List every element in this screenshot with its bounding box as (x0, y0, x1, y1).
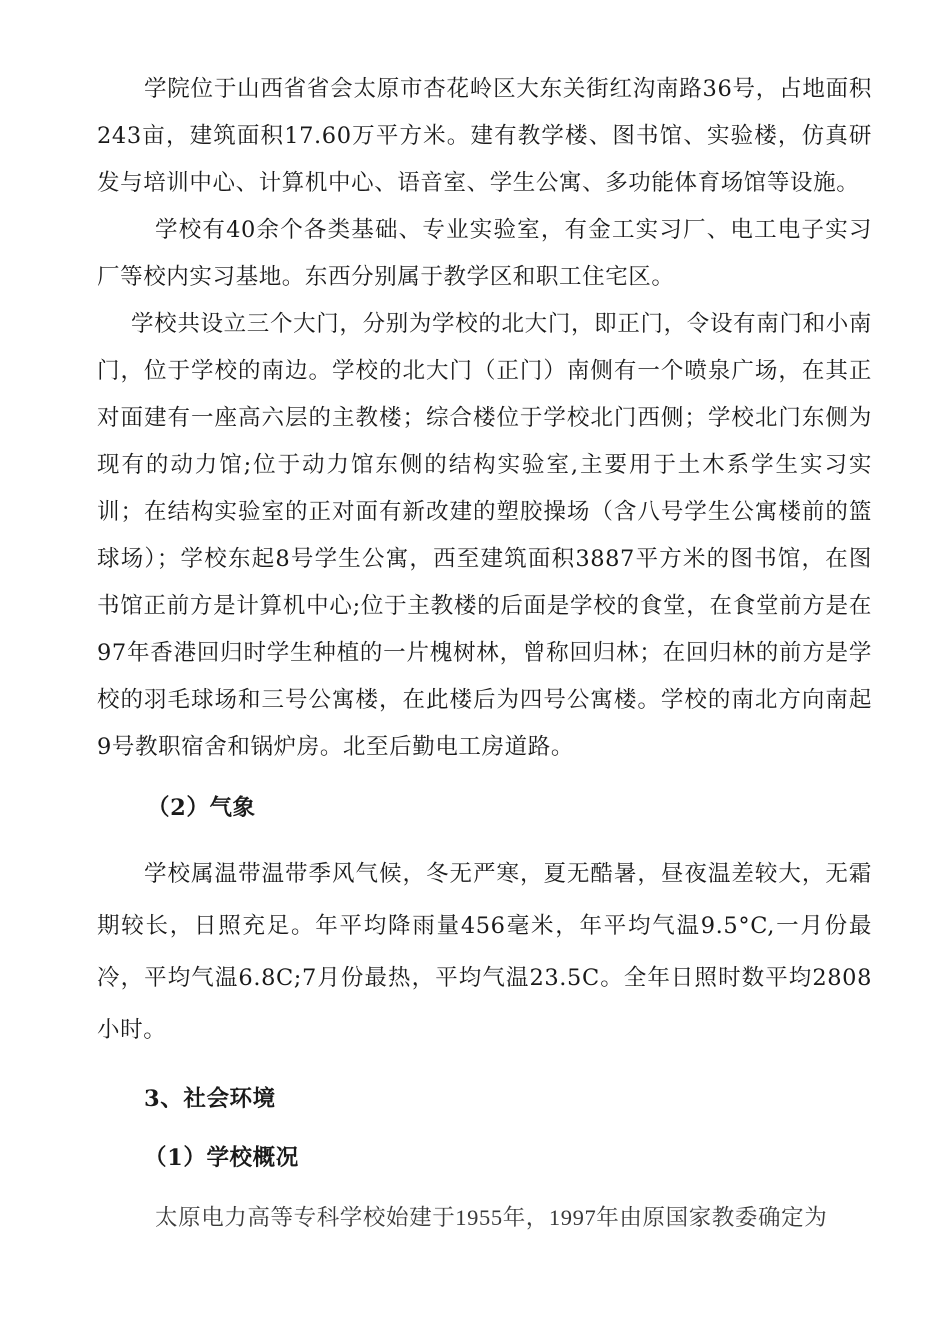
heading-social-environment: 3、社会环境 (144, 1086, 276, 1112)
paragraph-school-overview: 太原电力高等专科学校始建于1955年，1997年由原国家教委确定为 (155, 1205, 828, 1230)
heading-school-overview: （1）学校概况 (144, 1145, 299, 1171)
paragraph-climate: 学校属温带温带季风气候，冬无严寒，夏无酷暑，昼夜温差较大，无霜期较长，日照充足。年平均降雨量456毫米，年平均气温9.5°C,一月份最冷，平均气温6.8C;7月份最热，平均气温23.5C。全年日照时数平均2808小时。 (97, 861, 872, 1043)
campus-description (97, 66, 872, 771)
paragraph-layout: 学校共设立三个大门，分别为学校的北大门，即正门，令设有南门和小南门，位于学校的南边。学校的北大门（正门）南侧有一个喷泉广场，在其正对面建有一座高六层的主教楼；综合楼位于学校北门西侧；学校北门东侧为现有的动力馆;位于动力馆东侧的结构实验室,主要用于土木系学生实习实训；在结构实验室的正对面有新改建的塑胶操场（含八号学生公寓楼前的篮球场）；学校东起8号学生公寓，西至建筑面积3887平方米的图书馆，在图书馆正前方是计算机中心;位于主教楼的后面是学校的食堂，在食堂前方是在97年香港回归时学生种植的一片槐树林，曾称回归林；在回归林的前方是学校的羽毛球场和三号公寓楼，在此楼后为四号公寓楼。学校的南北方向南起9号教职宿舍和锅炉房。北至后勤电工房道路。 (97, 311, 872, 760)
climate-section (97, 848, 872, 1056)
paragraph-location: 学院位于山西省省会太原市杏花岭区大东关街红沟南路36号，占地面积243亩，建筑面积17.60万平方米。建有教学楼、图书馆、实验楼，仿真研发与培训中心、计算机中心、语音室、学生公寓、多功能体育场馆等设施。 (97, 76, 872, 196)
heading-climate: （2）气象 (147, 795, 256, 821)
paragraph-labs: 学校有40余个各类基础、专业实验室，有金工实习厂、电工电子实习厂等校内实习基地。东西分别属于教学区和职工住宅区。 (97, 217, 872, 290)
